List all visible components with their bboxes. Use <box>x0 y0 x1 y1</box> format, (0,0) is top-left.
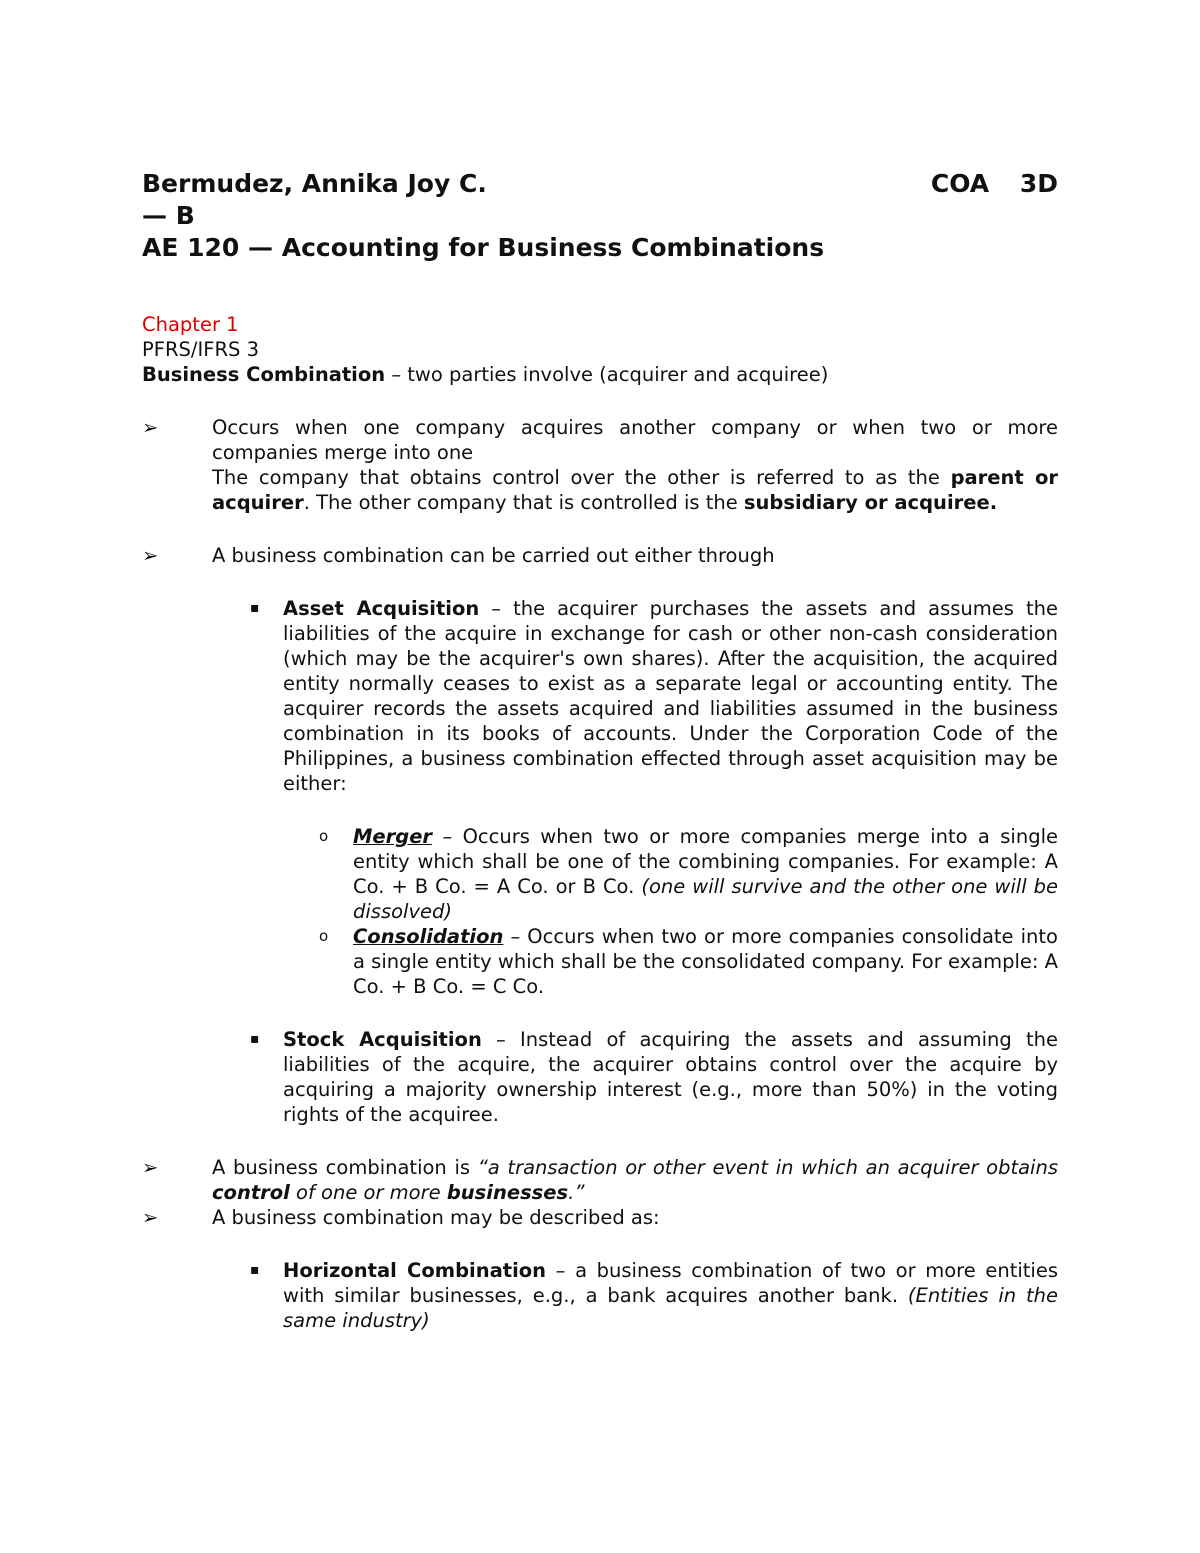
term-stock-acquisition: Stock Acquisition <box>283 1028 482 1051</box>
term-asset-acquisition: Asset Acquisition <box>283 597 480 620</box>
bullet-text: Occurs when one company acquires another company or when two or more companies merge into one <box>212 416 1058 464</box>
list-item-horizontal-combination: ▪ Horizontal Combination – a business combination of two or more entities with similar businesses, e.g., a bank acquires another bank. (Entities in the same industry) <box>250 1259 1059 1332</box>
chapter-label: Chapter 1 <box>142 313 239 336</box>
bullet-text: A business combination can be carried out either through <box>212 544 775 567</box>
arrow-bullet-icon: ➢ <box>142 544 159 567</box>
term-definition-text: – two parties involve (acquirer and acquiree) <box>385 363 829 386</box>
term-merger: Merger <box>353 825 433 848</box>
circle-bullet-icon: o <box>319 827 329 845</box>
bullet-text-parent: The company that obtains control over the other is referred to as the parent or acquirer. The other company that is controlled is the subsidiary or acquiree. <box>212 466 1058 514</box>
square-bullet-icon: ▪ <box>250 1031 260 1047</box>
document-page <box>142 168 1058 1333</box>
bullet-text-definition: A business combination is “a transaction or other event in which an acquirer obtains control of one or more businesses.” <box>212 1156 1058 1204</box>
square-bullet-icon: ▪ <box>250 1262 260 1278</box>
term-horizontal-combination: Horizontal Combination <box>283 1259 547 1282</box>
standard-label: PFRS/IFRS 3 <box>142 338 259 361</box>
arrow-bullet-icon: ➢ <box>142 1206 159 1229</box>
list-item-merger: o Merger – Occurs when two or more companies merge into a single entity which shall be one of the combining companies. For example: A Co. + B Co. = A Co. or B Co. (one will survive and the other one will be dissolved) <box>319 825 1059 923</box>
term-definition <box>142 362 1058 387</box>
bullet-text: A business combination may be described as: <box>212 1206 660 1229</box>
term-consolidation: Consolidation <box>353 925 504 948</box>
list-item-stock-acquisition: ▪ Stock Acquisition – Instead of acquiring the assets and assuming the liabilities of the acquire, the acquirer obtains control over the acquire by acquiring a majority ownership interest (e.g., more than 50%) in the voting rights of the acquiree. <box>250 1028 1058 1126</box>
arrow-bullet-icon: ➢ <box>142 416 159 439</box>
list-item <box>142 1155 1058 1205</box>
circle-bullet-icon: o <box>319 927 329 945</box>
section-code: COA 3D <box>930 169 1058 198</box>
term-business-combination: Business Combination <box>142 363 386 386</box>
list-item <box>142 543 1058 568</box>
course-title: AE 120 — Accounting for Business Combinations <box>142 233 825 262</box>
arrow-bullet-icon: ➢ <box>142 1156 159 1179</box>
section-suffix: — B <box>142 201 195 230</box>
list-item <box>142 1205 1058 1230</box>
list-item-consolidation: o Consolidation – Occurs when two or more companies consolidate into a single entity which shall be the consolidated company. For example: A Co. + B Co. = C Co. <box>319 925 1058 998</box>
student-name: Bermudez, Annika Joy C. <box>142 169 487 198</box>
list-item <box>142 415 1058 515</box>
list-item-asset-acquisition: ▪ Asset Acquisition – the acquirer purchases the assets and assumes the liabilities of the acquire in exchange for cash or other non-cash consideration (which may be the acquirer's own shares). After the acquisition, the acquired entity normally ceases to exist as a separate legal or accounting entity. The acquirer records the assets acquired and liabilities assumed in the business combination in its books of accounts. Under the Corporation Code of the Philippines, a business combination effected through asset acquisition may be either: <box>250 597 1058 795</box>
square-bullet-icon: ▪ <box>250 600 260 616</box>
header-name-line <box>142 168 1058 200</box>
